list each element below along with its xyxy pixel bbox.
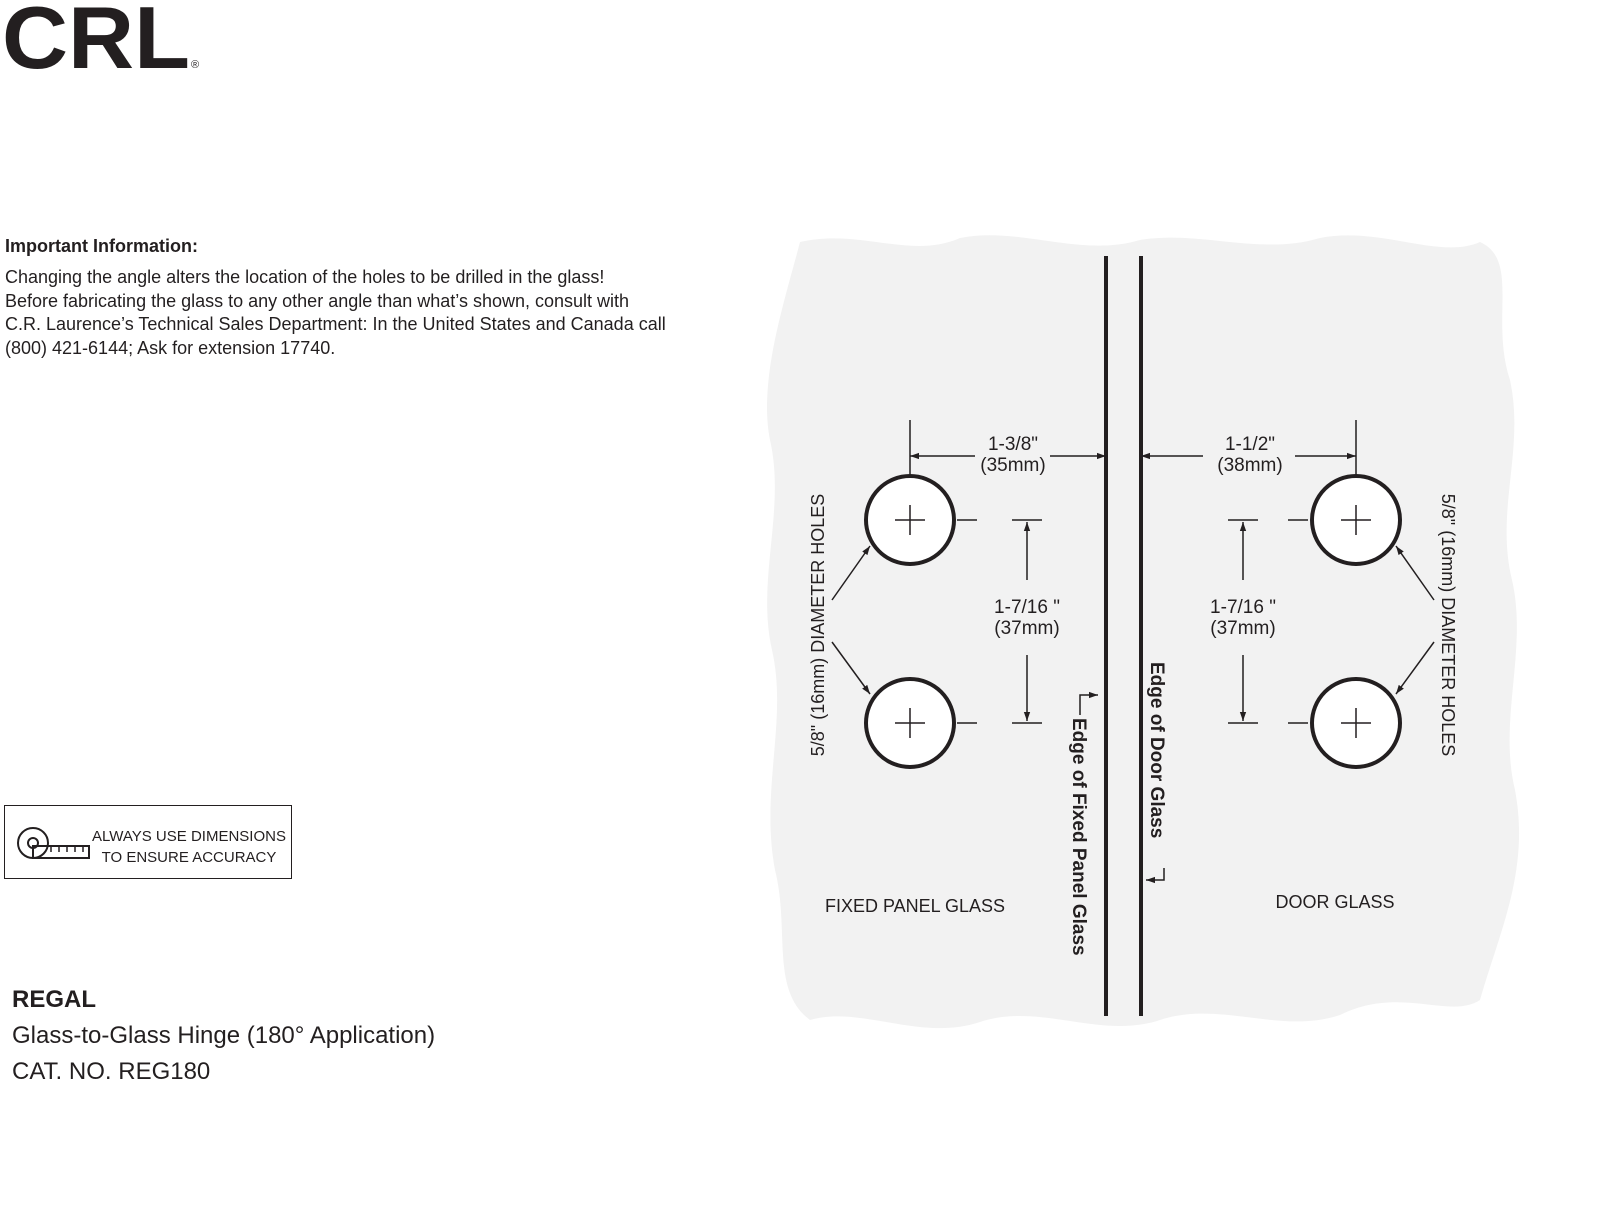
- notice-line-2: TO ENSURE ACCURACY: [101, 849, 277, 866]
- door-hole-label: 5/8" (16mm) DIAMETER HOLES: [1438, 493, 1458, 757]
- product-info: [12, 982, 435, 1090]
- door-offset-mm: (38mm): [1217, 455, 1283, 476]
- accuracy-notice: [4, 805, 292, 879]
- crl-logo: [0, 0, 220, 80]
- fixed-hole-label: 5/8" (16mm) DIAMETER HOLES: [808, 493, 828, 757]
- door-spacing-mm: (37mm): [1210, 618, 1276, 639]
- hinge-drilling-diagram: [760, 230, 1550, 1040]
- fixed-offset-in: 1-3/8": [987, 434, 1039, 455]
- door-edge-label: Edge of Door Glass: [1146, 662, 1167, 839]
- fixed-offset-mm: (35mm): [980, 455, 1046, 476]
- info-line-3: C.R. Laurence’s Technical Sales Department: In the United States and Canada call: [5, 314, 666, 334]
- important-information: [5, 236, 725, 360]
- registered-mark: ®: [191, 59, 200, 71]
- product-name: REGAL: [12, 986, 96, 1013]
- info-line-2: Before fabricating the glass to any other angle than what’s shown, consult with: [5, 290, 630, 311]
- logo-text: CRL: [2, 0, 190, 80]
- notice-line-1: ALWAYS USE DIMENSIONS: [92, 828, 286, 845]
- door-glass-label: DOOR GLASS: [1275, 892, 1395, 912]
- door-spacing-in: 1-7/16 ": [1210, 597, 1276, 618]
- info-line-1: Changing the angle alters the location of the holes to be drilled in the glass!: [5, 267, 605, 287]
- info-line-4: (800) 421-6144; Ask for extension 17740.: [5, 337, 336, 358]
- product-description: Glass-to-Glass Hinge (180° Application): [12, 1022, 436, 1049]
- fixed-spacing-in: 1-7/16 ": [994, 597, 1060, 618]
- fixed-spacing-mm: (37mm): [994, 618, 1060, 639]
- tape-measure-icon: [15, 826, 91, 864]
- catalog-number: CAT. NO. REG180: [12, 1058, 211, 1085]
- door-offset-in: 1-1/2": [1224, 434, 1276, 455]
- fixed-edge-label: Edge of Fixed Panel Glass: [1068, 718, 1089, 956]
- fixed-panel-label: FIXED PANEL GLASS: [824, 896, 1006, 916]
- info-heading: Important Information:: [5, 236, 198, 256]
